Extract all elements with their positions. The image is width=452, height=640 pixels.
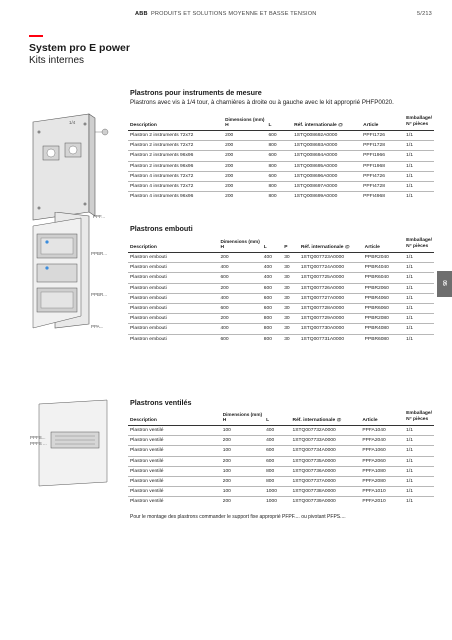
- cell-l: 600: [262, 303, 282, 313]
- table-row: [128, 476, 434, 486]
- table-row: [128, 192, 434, 202]
- cell-h: 200: [223, 161, 266, 171]
- col-h: H: [222, 418, 227, 423]
- table-row: [128, 171, 434, 181]
- cell-ref: 1STQ007734A0000: [291, 446, 361, 456]
- section-title-instruments: Plastrons pour instruments de mesure: [130, 88, 262, 97]
- cell-ref: 1STQ007737A0000: [291, 476, 361, 486]
- col-packaging: Emballage/ N° pièces: [404, 411, 434, 426]
- cell-l: 400: [262, 263, 282, 273]
- cell-article: PPFA2080: [360, 476, 404, 486]
- cell-ref: 1STQ008695A0000: [292, 161, 361, 171]
- cell-packaging: 1/1: [404, 466, 434, 476]
- col-h: H: [220, 245, 224, 250]
- col-h: H: [225, 123, 229, 128]
- mounting-note: Pour le montage des plastrons commander le support fixe approprié PFPF.... ou pivotant PFPS....: [130, 514, 346, 520]
- col-l: L: [264, 411, 290, 426]
- cell-article: PPFA2040: [360, 436, 404, 446]
- cell-h: 200: [223, 141, 266, 151]
- cell-ref: 1STQ008693A0000: [292, 141, 361, 151]
- cell-h: 400: [218, 263, 261, 273]
- section-title-ventilated: Plastrons ventilés: [130, 398, 192, 407]
- cell-packaging: 1/1: [404, 171, 434, 181]
- dimensions-label: Dimensions (mm): [220, 239, 260, 244]
- cell-h: 200: [223, 181, 266, 191]
- cell-h: 200: [223, 131, 266, 141]
- header-subtitle: PRODUITS ET SOLUTIONS MOYENNE ET BASSE TENSION: [151, 11, 317, 17]
- cell-l: 400: [264, 436, 290, 446]
- cell-article: PPFI4728: [361, 181, 404, 191]
- cell-ref: 1STQ007724A0000: [299, 263, 363, 273]
- table-row: [128, 131, 434, 141]
- cell-h: 200: [221, 476, 264, 486]
- embossed-table: [128, 238, 434, 344]
- cell-article: PPFI1968: [361, 161, 404, 171]
- cell-description: Plastron embouti: [128, 324, 218, 334]
- cell-packaging: 1/1: [404, 436, 434, 446]
- cell-l: 600: [262, 283, 282, 293]
- cell-h: 200: [221, 497, 264, 507]
- col-l: L: [266, 116, 292, 131]
- cell-p: 30: [282, 293, 299, 303]
- cell-article: PPFI4968: [361, 192, 404, 202]
- table-row: [128, 497, 434, 507]
- chapter-tab: [437, 271, 452, 297]
- col-ref: Réf. internationale @: [291, 411, 361, 426]
- cell-l: 800: [266, 141, 292, 151]
- col-description: Description: [128, 411, 221, 426]
- cell-article: PPFI4726: [361, 171, 404, 181]
- cell-h: 100: [221, 466, 264, 476]
- cell-ref: 1STQ007729A0000: [299, 314, 363, 324]
- cell-packaging: 1/1: [404, 141, 434, 151]
- cell-ref: 1STQ007723A0000: [299, 253, 363, 263]
- cell-article: PPFA2060: [360, 456, 404, 466]
- table-row: [128, 487, 434, 497]
- table-row: [128, 263, 434, 273]
- cell-description: Plastron 4 instruments 72x72: [128, 181, 223, 191]
- ppbr-label-1: PPBR...: [91, 251, 108, 256]
- ppbr-label-2: PPBR...: [91, 292, 108, 297]
- cell-packaging: 1/1: [404, 446, 434, 456]
- cell-description: Plastron ventilé: [128, 456, 221, 466]
- cell-description: Plastron embouti: [128, 334, 218, 344]
- cell-description: Plastron embouti: [128, 314, 218, 324]
- cell-l: 600: [266, 151, 292, 161]
- page-number: 5/213: [417, 11, 432, 17]
- table-row: [128, 293, 434, 303]
- cell-l: 800: [262, 314, 282, 324]
- cell-packaging: 1/1: [404, 497, 434, 507]
- cell-packaging: 1/1: [404, 273, 434, 283]
- table-row: [128, 334, 434, 344]
- ppf-label: PPF...: [93, 214, 106, 219]
- cell-l: 600: [264, 456, 290, 466]
- cell-l: 1000: [264, 497, 290, 507]
- cell-l: 800: [262, 334, 282, 344]
- cell-ref: 1STQ007730A0000: [299, 324, 363, 334]
- ppa-label: PPA...: [91, 324, 104, 329]
- cell-ref: 1STQ007732A0000: [291, 426, 361, 436]
- col-ref: Réf. internationale @: [299, 238, 363, 253]
- cell-packaging: 1/1: [404, 426, 434, 436]
- table-row: [128, 303, 434, 313]
- dimensions-label: Dimensions (mm): [225, 117, 265, 122]
- cell-ref: 1STQ007728A0000: [299, 303, 363, 313]
- section-subtitle-instruments: Plastrons avec vis à 1/4 tour, à charnières à droite ou à gauche avec le kit approprié PHFP0020.: [130, 99, 394, 106]
- table-row: [128, 436, 434, 446]
- cell-description: Plastron ventilé: [128, 426, 221, 436]
- cell-l: 1000: [264, 487, 290, 497]
- cell-article: PPBR6060: [363, 303, 405, 313]
- table-row: [128, 273, 434, 283]
- cell-packaging: 1/1: [404, 192, 434, 202]
- brand-logo: ABB: [135, 11, 148, 17]
- dimensions-label: Dimensions (mm): [222, 412, 263, 417]
- cell-article: PPBR2080: [363, 314, 405, 324]
- cell-packaging: 1/1: [404, 253, 434, 263]
- col-description: Description: [128, 116, 223, 131]
- cell-description: Plastron ventilé: [128, 436, 221, 446]
- cell-packaging: 1/1: [404, 131, 434, 141]
- cell-l: 600: [262, 293, 282, 303]
- table-row: [128, 324, 434, 334]
- ventilated-table: [128, 411, 434, 507]
- cell-ref: 1STQ008696A0000: [292, 171, 361, 181]
- cell-article: PPBR6080: [363, 334, 405, 344]
- cell-description: Plastron ventilé: [128, 476, 221, 486]
- cell-l: 400: [262, 253, 282, 263]
- cell-article: PPFI1966: [361, 151, 404, 161]
- cell-description: Plastron 4 instruments 72x72: [128, 171, 223, 181]
- cell-description: Plastron embouti: [128, 253, 218, 263]
- col-article: Article: [363, 238, 405, 253]
- cell-description: Plastron embouti: [128, 273, 218, 283]
- cell-ref: 1STQ007726A0000: [299, 283, 363, 293]
- cell-p: 30: [282, 253, 299, 263]
- cell-h: 200: [223, 151, 266, 161]
- embossed-plate-illustration: [29, 212, 121, 332]
- cell-article: PPFA1080: [360, 466, 404, 476]
- table-row: [128, 446, 434, 456]
- col-packaging: Emballage/ N° pièces: [404, 116, 434, 131]
- cell-p: 30: [282, 334, 299, 344]
- cell-packaging: 1/1: [404, 181, 434, 191]
- cell-article: PPFI1726: [361, 131, 404, 141]
- cell-ref: 1STQ007725A0000: [299, 273, 363, 283]
- page-header: [0, 11, 452, 23]
- col-ref: Réf. internationale @: [292, 116, 361, 131]
- cell-packaging: 1/1: [404, 334, 434, 344]
- cell-article: PPBR2040: [363, 253, 405, 263]
- cell-description: Plastron embouti: [128, 303, 218, 313]
- cell-description: Plastron ventilé: [128, 487, 221, 497]
- cell-l: 800: [264, 476, 290, 486]
- cell-article: PPFA1010: [360, 487, 404, 497]
- section-title-embossed: Plastrons embouti: [130, 224, 193, 233]
- cell-packaging: 1/1: [404, 314, 434, 324]
- cell-p: 30: [282, 273, 299, 283]
- ppfs-label: PPFS...: [30, 435, 46, 440]
- table-row: [128, 161, 434, 171]
- table-row: [128, 283, 434, 293]
- cell-description: Plastron ventilé: [128, 466, 221, 476]
- chapter-tab-label: 05: [440, 280, 447, 286]
- cell-description: Plastron 2 instruments 96x96: [128, 151, 223, 161]
- table-row: [128, 181, 434, 191]
- cell-packaging: 1/1: [404, 293, 434, 303]
- cell-ref: 1STQ007727A0000: [299, 293, 363, 303]
- accent-bar: [29, 35, 43, 37]
- cell-l: 600: [264, 446, 290, 456]
- col-packaging: Emballage/ N° pièces: [404, 238, 434, 253]
- cell-description: Plastron 2 instruments 96x96: [128, 161, 223, 171]
- cell-h: 100: [221, 446, 264, 456]
- cell-packaging: 1/1: [404, 303, 434, 313]
- cell-description: Plastron embouti: [128, 263, 218, 273]
- instrument-plate-illustration: [29, 112, 121, 222]
- cell-ref: 1STQ007733A0000: [291, 436, 361, 446]
- cell-ref: 1STQ007736A0000: [291, 466, 361, 476]
- cell-h: 400: [218, 293, 261, 303]
- cell-p: 30: [282, 324, 299, 334]
- cell-h: 200: [218, 283, 261, 293]
- col-p: P: [282, 238, 299, 253]
- cell-h: 200: [218, 253, 261, 263]
- cell-h: 200: [223, 171, 266, 181]
- cell-l: 800: [266, 161, 292, 171]
- cell-description: Plastron embouti: [128, 283, 218, 293]
- page-subtitle: Kits internes: [29, 55, 85, 66]
- cell-packaging: 1/1: [404, 456, 434, 466]
- cell-ref: 1STQ007735A0000: [291, 456, 361, 466]
- cell-ref: 1STQ007731A0000: [299, 334, 363, 344]
- cell-article: PPBR4060: [363, 293, 405, 303]
- cell-l: 800: [264, 466, 290, 476]
- cell-article: PPBR2060: [363, 283, 405, 293]
- cell-h: 600: [218, 273, 261, 283]
- cell-h: 100: [221, 426, 264, 436]
- cell-description: Plastron 4 instruments 96x96: [128, 192, 223, 202]
- cell-h: 200: [221, 436, 264, 446]
- cell-h: 200: [218, 314, 261, 324]
- cell-ref: 1STQ008697A0000: [292, 181, 361, 191]
- cell-h: 100: [221, 487, 264, 497]
- table-row: [128, 151, 434, 161]
- cell-l: 800: [266, 192, 292, 202]
- cell-packaging: 1/1: [404, 487, 434, 497]
- cell-l: 400: [262, 273, 282, 283]
- cell-article: PPFA2010: [360, 497, 404, 507]
- cell-ref: 1STQ007739A0000: [291, 497, 361, 507]
- cell-packaging: 1/1: [404, 151, 434, 161]
- cell-description: Plastron ventilé: [128, 446, 221, 456]
- col-article: Article: [361, 116, 404, 131]
- cell-h: 600: [218, 334, 261, 344]
- cell-ref: 1STQ008699A0000: [292, 192, 361, 202]
- cell-article: PPFA1060: [360, 446, 404, 456]
- table-row: [128, 314, 434, 324]
- cell-l: 600: [266, 171, 292, 181]
- cell-article: PPBR4080: [363, 324, 405, 334]
- cell-packaging: 1/1: [404, 263, 434, 273]
- cell-p: 30: [282, 263, 299, 273]
- table-row: [128, 426, 434, 436]
- cell-ref: 1STQ008692A0000: [292, 131, 361, 141]
- cell-article: PPFI1728: [361, 141, 404, 151]
- cell-packaging: 1/1: [404, 476, 434, 486]
- col-article: Article: [360, 411, 404, 426]
- cell-article: PPFA1040: [360, 426, 404, 436]
- cell-p: 30: [282, 283, 299, 293]
- table-row: [128, 141, 434, 151]
- cell-p: 30: [282, 303, 299, 313]
- cell-l: 400: [264, 426, 290, 436]
- cell-article: PPBR6040: [363, 273, 405, 283]
- cell-l: 600: [266, 131, 292, 141]
- table-row: [128, 253, 434, 263]
- instruments-table: [128, 116, 434, 201]
- cell-description: Plastron embouti: [128, 293, 218, 303]
- ppfs-label-2: PPFS ...: [30, 441, 47, 446]
- cell-ref: 1STQ007738A0000: [291, 487, 361, 497]
- cell-l: 800: [266, 181, 292, 191]
- cell-ref: 1STQ008694A0000: [292, 151, 361, 161]
- cell-h: 200: [221, 456, 264, 466]
- page-title: System pro E power: [29, 42, 130, 54]
- table-row: [128, 456, 434, 466]
- cell-h: 200: [223, 192, 266, 202]
- cell-packaging: 1/1: [404, 283, 434, 293]
- cell-h: 400: [218, 324, 261, 334]
- col-l: L: [262, 238, 282, 253]
- cell-h: 600: [218, 303, 261, 313]
- cell-article: PPBR4040: [363, 263, 405, 273]
- table-row: [128, 466, 434, 476]
- angle-label: 1/4: [69, 120, 76, 125]
- cell-l: 800: [262, 324, 282, 334]
- cell-description: Plastron ventilé: [128, 497, 221, 507]
- cell-packaging: 1/1: [404, 324, 434, 334]
- cell-p: 30: [282, 314, 299, 324]
- cell-description: Plastron 2 instruments 72x72: [128, 131, 223, 141]
- cell-description: Plastron 2 instruments 72x72: [128, 141, 223, 151]
- cell-packaging: 1/1: [404, 161, 434, 171]
- col-description: Description: [128, 238, 218, 253]
